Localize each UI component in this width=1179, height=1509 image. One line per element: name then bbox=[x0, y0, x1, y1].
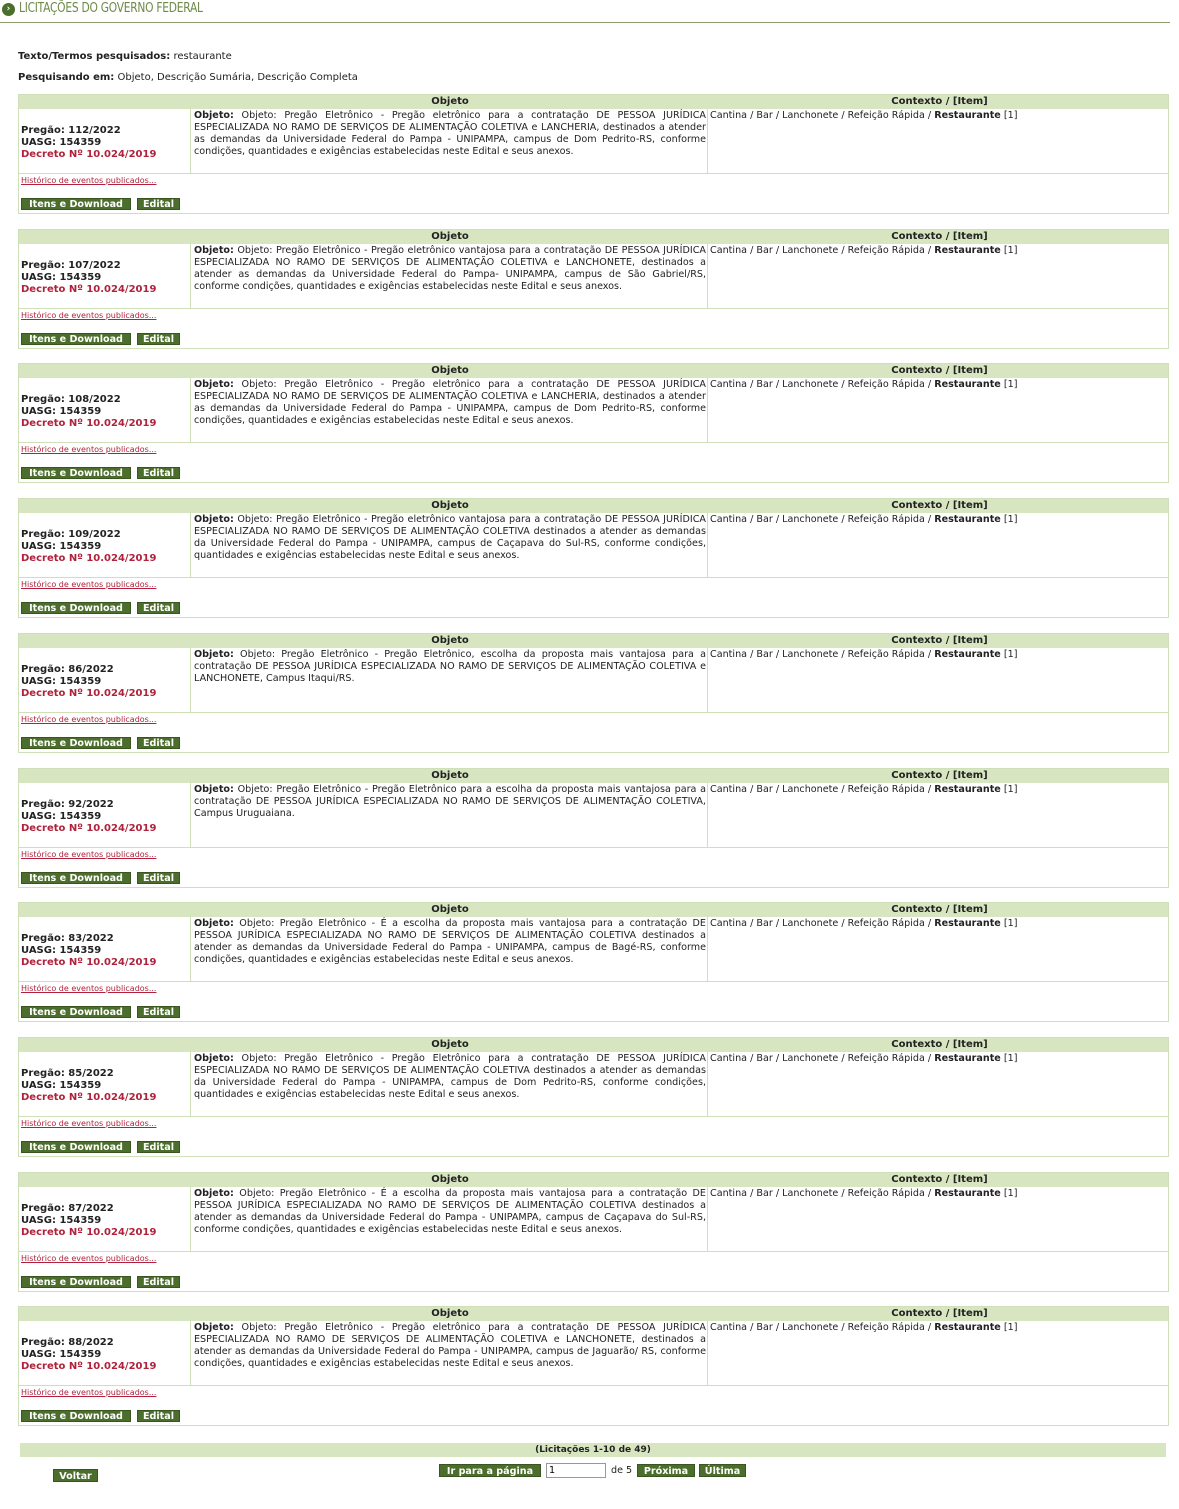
row-divider bbox=[19, 712, 1168, 713]
row-divider bbox=[19, 1251, 1168, 1252]
pregao-cell bbox=[19, 917, 191, 981]
page-number-input[interactable] bbox=[546, 1463, 606, 1478]
pagination-summary: (Licitações 1-10 de 49) bbox=[20, 1443, 1166, 1457]
objeto-cell bbox=[192, 1187, 708, 1251]
history-link[interactable]: Histórico de eventos publicados... bbox=[21, 176, 157, 185]
contexto-cell bbox=[710, 245, 1017, 257]
contexto-cell bbox=[710, 514, 1017, 526]
history-link[interactable]: Histórico de eventos publicados... bbox=[21, 715, 157, 724]
row-divider bbox=[19, 442, 1168, 443]
objeto-text: Objeto: Pregão Eletrônico - É a escolha da proposta mais vantajosa para a contratação DE PESSOA JURÍDICA ESPECIALIZADA NO RAMO DE SERVIÇOS DE ALIMENTAÇÃO COLETIVA destinados a atender as demandas da Universidade Federal do Pampa - UNIPAMPA, campus de Bagé-RS, conforme condições, quantidades e exigências estabelecidas neste Edital e seus anexos. bbox=[194, 918, 706, 965]
context-item: [1] bbox=[1003, 379, 1018, 390]
page-title: LICITAÇÕES DO GOVERNO FEDERAL bbox=[19, 1, 203, 16]
itens-download-button[interactable]: Itens e Download bbox=[21, 1410, 131, 1422]
row-divider bbox=[19, 1385, 1168, 1386]
row-divider bbox=[19, 173, 1168, 174]
search-fields-value: Objeto, Descrição Sumária, Descrição Completa bbox=[117, 72, 358, 83]
context-path: Cantina / Bar / Lanchonete / Refeição Rápida / bbox=[710, 1053, 932, 1064]
context-term: Restaurante bbox=[934, 649, 1001, 660]
uasg-code: UASG: 154359 bbox=[21, 1080, 102, 1091]
contexto-cell bbox=[710, 1053, 1017, 1065]
history-link[interactable]: Histórico de eventos publicados... bbox=[21, 1119, 157, 1128]
search-terms-value: restaurante bbox=[173, 51, 232, 62]
contexto-cell bbox=[710, 918, 1017, 930]
edital-button[interactable]: Edital bbox=[137, 333, 180, 345]
pregao-cell bbox=[19, 1187, 191, 1251]
edital-button[interactable]: Edital bbox=[137, 198, 180, 210]
edital-button[interactable]: Edital bbox=[137, 467, 180, 479]
context-term: Restaurante bbox=[934, 110, 1001, 121]
context-item: [1] bbox=[1003, 245, 1018, 256]
objeto-column-header: Objeto bbox=[431, 1308, 469, 1319]
objeto-prefix: Objeto: bbox=[194, 649, 234, 660]
result-header-row bbox=[19, 230, 1168, 244]
context-term: Restaurante bbox=[934, 379, 1001, 390]
objeto-column-header: Objeto bbox=[431, 1174, 469, 1185]
contexto-column-header: Contexto / [Item] bbox=[891, 231, 988, 242]
objeto-text: Objeto: Pregão Eletrônico - Pregão eletrônico vantajosa para a contratação DE PESSOA JURÍDICA ESPECIALIZADA NO RAMO DE SERVIÇOS DE ALIMENTAÇÃO COLETIVA destinados a atender as demandas da Universidade Federal do Pampa - UNIPAMPA, campus de Caçapava do Sul-RS, conforme condições, quantidades e exigências estabelecidas neste Edital e seus anexos. bbox=[194, 514, 706, 561]
uasg-code: UASG: 154359 bbox=[21, 406, 102, 417]
result-item bbox=[18, 363, 1169, 483]
result-header-row bbox=[19, 95, 1168, 109]
objeto-cell bbox=[192, 1321, 708, 1385]
contexto-column-header: Contexto / [Item] bbox=[891, 1308, 988, 1319]
edital-button[interactable]: Edital bbox=[137, 872, 180, 884]
objeto-column-header: Objeto bbox=[431, 770, 469, 781]
contexto-column-header: Contexto / [Item] bbox=[891, 635, 988, 646]
result-header-row bbox=[19, 769, 1168, 783]
contexto-column-header: Contexto / [Item] bbox=[891, 904, 988, 915]
objeto-prefix: Objeto: bbox=[194, 918, 234, 929]
edital-button[interactable]: Edital bbox=[137, 1410, 180, 1422]
decreto-number: Decreto Nº 10.024/2019 bbox=[21, 1092, 157, 1103]
contexto-cell bbox=[710, 110, 1017, 122]
itens-download-button[interactable]: Itens e Download bbox=[21, 1276, 131, 1288]
objeto-text: Objeto: Pregão Eletrônico - Pregão Eletrônico para a escolha da proposta mais vantajosa para a contratação DE PESSOA JURÍDICA ESPECIALIZADA NO RAMO DE SERVIÇOS DE ALIMENTAÇÃO COLETIVA, Campus Uruguaiana. bbox=[194, 784, 706, 819]
pregao-number: Pregão: 88/2022 bbox=[21, 1337, 114, 1348]
pregao-number: Pregão: 86/2022 bbox=[21, 664, 114, 675]
search-terms-label: Texto/Termos pesquisados: bbox=[18, 51, 171, 62]
contexto-column-header: Contexto / [Item] bbox=[891, 96, 988, 107]
result-header-row bbox=[19, 364, 1168, 378]
context-path: Cantina / Bar / Lanchonete / Refeição Rápida / bbox=[710, 379, 932, 390]
contexto-cell bbox=[710, 1322, 1017, 1334]
context-path: Cantina / Bar / Lanchonete / Refeição Rápida / bbox=[710, 514, 932, 525]
contexto-cell bbox=[710, 379, 1017, 391]
itens-download-button[interactable]: Itens e Download bbox=[21, 467, 131, 479]
objeto-prefix: Objeto: bbox=[194, 1053, 234, 1064]
result-item bbox=[18, 229, 1169, 349]
objeto-prefix: Objeto: bbox=[194, 1188, 234, 1199]
edital-button[interactable]: Edital bbox=[137, 1276, 180, 1288]
result-item bbox=[18, 768, 1169, 888]
objeto-text: Objeto: Pregão Eletrônico - Pregão Eletrônico para a contratação DE PESSOA JURÍDICA ESPECIALIZADA NO RAMO DE SERVIÇOS DE ALIMENTAÇÃO COLETIVA destinados a atender as demandas da Universidade Federal do Pampa - UNIPAMPA, campus de Dom Pedrito-RS, conforme condições, quantidades e exigências estabelecidas neste Edital e seus anexos. bbox=[194, 1053, 706, 1100]
context-item: [1] bbox=[1003, 1322, 1018, 1333]
pregao-cell bbox=[19, 513, 191, 577]
context-item: [1] bbox=[1003, 1053, 1018, 1064]
pregao-number: Pregão: 87/2022 bbox=[21, 1203, 114, 1214]
uasg-code: UASG: 154359 bbox=[21, 811, 102, 822]
context-term: Restaurante bbox=[934, 1188, 1001, 1199]
contexto-column-header: Contexto / [Item] bbox=[891, 770, 988, 781]
contexto-cell bbox=[710, 784, 1017, 796]
history-link[interactable]: Histórico de eventos publicados... bbox=[21, 850, 157, 859]
row-divider bbox=[19, 577, 1168, 578]
objeto-prefix: Objeto: bbox=[194, 514, 234, 525]
edital-button[interactable]: Edital bbox=[137, 1006, 180, 1018]
itens-download-button[interactable]: Itens e Download bbox=[21, 333, 131, 345]
contexto-column-header: Contexto / [Item] bbox=[891, 500, 988, 511]
objeto-text: Objeto: Pregão Eletrônico - Pregão eletrônico para a contratação DE PESSOA JURÍDICA ESPECIALIZADA NO RAMO DE SERVIÇOS DE ALIMENTAÇÃO COLETIVA e LANCHERIA, destinados a atender as demandas da Universidade Federal do Pampa - UNIPAMPA, campus de Dom Pedrito-RS, conforme condições, quantidades e exigências estabelecidas neste Edital e seus anexos. bbox=[194, 110, 706, 157]
contexto-column-header: Contexto / [Item] bbox=[891, 1039, 988, 1050]
objeto-cell bbox=[192, 783, 708, 847]
decreto-number: Decreto Nº 10.024/2019 bbox=[21, 957, 157, 968]
context-path: Cantina / Bar / Lanchonete / Refeição Rápida / bbox=[710, 918, 932, 929]
history-link[interactable]: Histórico de eventos publicados... bbox=[21, 1388, 157, 1397]
result-header-row bbox=[19, 1038, 1168, 1052]
objeto-text: Objeto: Pregão Eletrônico - Pregão Eletrônico, escolha da proposta mais vantajosa para a contratação DE PESSOA JURÍDICA ESPECIALIZADA NO RAMO DE SERVIÇOS DE ALIMENTAÇÃO COLETIVA e LANCHONETE, Campus Itaqui/RS. bbox=[194, 649, 706, 684]
objeto-column-header: Objeto bbox=[431, 96, 469, 107]
pregao-cell bbox=[19, 1321, 191, 1385]
last-page-button[interactable]: Última bbox=[699, 1464, 746, 1477]
contexto-cell bbox=[710, 649, 1017, 661]
context-path: Cantina / Bar / Lanchonete / Refeição Rápida / bbox=[710, 110, 932, 121]
objeto-cell bbox=[192, 513, 708, 577]
itens-download-button[interactable]: Itens e Download bbox=[21, 1006, 131, 1018]
objeto-column-header: Objeto bbox=[431, 904, 469, 915]
context-item: [1] bbox=[1003, 110, 1018, 121]
row-divider bbox=[19, 981, 1168, 982]
chevron-right-circle-icon: › bbox=[2, 3, 15, 16]
context-item: [1] bbox=[1003, 918, 1018, 929]
objeto-prefix: Objeto: bbox=[194, 379, 234, 390]
objeto-column-header: Objeto bbox=[431, 231, 469, 242]
uasg-code: UASG: 154359 bbox=[21, 541, 102, 552]
result-item bbox=[18, 902, 1169, 1022]
contexto-column-header: Contexto / [Item] bbox=[891, 365, 988, 376]
result-item bbox=[18, 633, 1169, 753]
pregao-number: Pregão: 109/2022 bbox=[21, 529, 121, 540]
result-item bbox=[18, 1172, 1169, 1292]
pregao-cell bbox=[19, 109, 191, 173]
objeto-column-header: Objeto bbox=[431, 1039, 469, 1050]
objeto-prefix: Objeto: bbox=[194, 245, 234, 256]
result-item bbox=[18, 94, 1169, 214]
context-item: [1] bbox=[1003, 649, 1018, 660]
context-term: Restaurante bbox=[934, 1322, 1001, 1333]
history-link[interactable]: Histórico de eventos publicados... bbox=[21, 445, 157, 454]
pregao-cell bbox=[19, 378, 191, 442]
pregao-cell bbox=[19, 1052, 191, 1116]
edital-button[interactable]: Edital bbox=[137, 1141, 180, 1153]
objeto-cell bbox=[192, 244, 708, 308]
pregao-number: Pregão: 107/2022 bbox=[21, 260, 121, 271]
contexto-cell bbox=[710, 1188, 1017, 1200]
result-item bbox=[18, 1306, 1169, 1426]
itens-download-button[interactable]: Itens e Download bbox=[21, 872, 131, 884]
decreto-number: Decreto Nº 10.024/2019 bbox=[21, 553, 157, 564]
objeto-prefix: Objeto: bbox=[194, 1322, 234, 1333]
objeto-text: Objeto: Pregão Eletrônico - É a escolha da proposta mais vantajosa para a contratação DE PESSOA JURÍDICA ESPECIALIZADA NO RAMO DE SERVIÇOS DE ALIMENTAÇÃO COLETIVA destinados a atender as demandas da Universidade Federal do Pampa - UNIPAMPA, campus de Caçapava do Sul-RS, conforme condições, quantidades e exigências estabelecidas neste Edital e seus anexos. bbox=[194, 1188, 706, 1235]
itens-download-button[interactable]: Itens e Download bbox=[21, 198, 131, 210]
objeto-prefix: Objeto: bbox=[194, 110, 234, 121]
history-link[interactable]: Histórico de eventos publicados... bbox=[21, 580, 157, 589]
context-term: Restaurante bbox=[934, 918, 1001, 929]
row-divider bbox=[19, 1116, 1168, 1117]
context-item: [1] bbox=[1003, 1188, 1018, 1199]
pregao-number: Pregão: 108/2022 bbox=[21, 394, 121, 405]
context-item: [1] bbox=[1003, 514, 1018, 525]
pregao-number: Pregão: 92/2022 bbox=[21, 799, 114, 810]
result-item bbox=[18, 498, 1169, 618]
contexto-column-header: Contexto / [Item] bbox=[891, 1174, 988, 1185]
decreto-number: Decreto Nº 10.024/2019 bbox=[21, 688, 157, 699]
objeto-prefix: Objeto: bbox=[194, 784, 234, 795]
history-link[interactable]: Histórico de eventos publicados... bbox=[21, 311, 157, 320]
context-path: Cantina / Bar / Lanchonete / Refeição Rápida / bbox=[710, 245, 932, 256]
uasg-code: UASG: 154359 bbox=[21, 1215, 102, 1226]
objeto-cell bbox=[192, 378, 708, 442]
decreto-number: Decreto Nº 10.024/2019 bbox=[21, 149, 157, 160]
pregao-number: Pregão: 112/2022 bbox=[21, 125, 121, 136]
context-term: Restaurante bbox=[934, 245, 1001, 256]
page-header bbox=[0, 0, 1170, 23]
itens-download-button[interactable]: Itens e Download bbox=[21, 737, 131, 749]
result-header-row bbox=[19, 634, 1168, 648]
decreto-number: Decreto Nº 10.024/2019 bbox=[21, 418, 157, 429]
pregao-cell bbox=[19, 783, 191, 847]
goto-page-button[interactable]: Ir para a página bbox=[439, 1464, 541, 1477]
pregao-cell bbox=[19, 244, 191, 308]
uasg-code: UASG: 154359 bbox=[21, 945, 102, 956]
back-button[interactable]: Voltar bbox=[53, 1469, 98, 1482]
itens-download-button[interactable]: Itens e Download bbox=[21, 602, 131, 614]
context-term: Restaurante bbox=[934, 784, 1001, 795]
objeto-column-header: Objeto bbox=[431, 365, 469, 376]
result-header-row bbox=[19, 1307, 1168, 1321]
history-link[interactable]: Histórico de eventos publicados... bbox=[21, 1254, 157, 1263]
result-item bbox=[18, 1037, 1169, 1157]
pregao-number: Pregão: 83/2022 bbox=[21, 933, 114, 944]
result-header-row bbox=[19, 499, 1168, 513]
context-path: Cantina / Bar / Lanchonete / Refeição Rápida / bbox=[710, 1322, 932, 1333]
row-divider bbox=[19, 308, 1168, 309]
search-terms bbox=[18, 51, 232, 62]
decreto-number: Decreto Nº 10.024/2019 bbox=[21, 1361, 157, 1372]
objeto-text: Objeto: Pregão Eletrônico - Pregão eletrônico para a contratação DE PESSOA JURÍDICA ESPECIALIZADA NO RAMO DE SERVIÇOS DE ALIMENTAÇÃO COLETIVA e LANCHONETE, destinados a atender as demandas da Universidade Federal do Pampa - UNIPAMPA, campus de Jaguarão/ RS, conforme condições, quantidades e exigências estabelecidas neste Edital e seus anexos. bbox=[194, 1322, 706, 1369]
context-path: Cantina / Bar / Lanchonete / Refeição Rápida / bbox=[710, 784, 932, 795]
context-path: Cantina / Bar / Lanchonete / Refeição Rápida / bbox=[710, 649, 932, 660]
row-divider bbox=[19, 847, 1168, 848]
decreto-number: Decreto Nº 10.024/2019 bbox=[21, 823, 157, 834]
objeto-column-header: Objeto bbox=[431, 635, 469, 646]
uasg-code: UASG: 154359 bbox=[21, 272, 102, 283]
context-path: Cantina / Bar / Lanchonete / Refeição Rápida / bbox=[710, 1188, 932, 1199]
itens-download-button[interactable]: Itens e Download bbox=[21, 1141, 131, 1153]
context-item: [1] bbox=[1003, 784, 1018, 795]
next-page-button[interactable]: Próxima bbox=[637, 1464, 695, 1477]
pregao-cell bbox=[19, 648, 191, 712]
objeto-cell bbox=[192, 1052, 708, 1116]
history-link[interactable]: Histórico de eventos publicados... bbox=[21, 984, 157, 993]
total-pages-text: de 5 bbox=[611, 1465, 633, 1476]
decreto-number: Decreto Nº 10.024/2019 bbox=[21, 284, 157, 295]
objeto-cell bbox=[192, 109, 708, 173]
context-term: Restaurante bbox=[934, 1053, 1001, 1064]
objeto-text: Objeto: Pregão Eletrônico - Pregão eletrônico vantajosa para a contratação DE PESSOA JURÍDICA ESPECIALIZADA NO RAMO DE SERVIÇOS DE ALIMENTAÇÃO COLETIVA e LANCHONETE, destinados a atender as demandas da Universidade Federal do Pampa- UNIPAMPA, campus de São Gabriel/RS, conforme condições, quantidades e exigências estabelecidas neste Edital e seus anexos. bbox=[194, 245, 706, 292]
edital-button[interactable]: Edital bbox=[137, 737, 180, 749]
search-fields-label: Pesquisando em: bbox=[18, 72, 115, 83]
edital-button[interactable]: Edital bbox=[137, 602, 180, 614]
objeto-text: Objeto: Pregão Eletrônico - Pregão eletrônico para a contratação DE PESSOA JURÍDICA ESPECIALIZADA NO RAMO DE SERVIÇOS DE ALIMENTAÇÃO COLETIVA e LANCHERIA, destinados a atender as demandas da Universidade Federal do Pampa - UNIPAMPA, campus de Dom Pedrito-RS, conforme condições, quantidades e exigências estabelecidas neste Edital e seus anexos. bbox=[194, 379, 706, 426]
pregao-number: Pregão: 85/2022 bbox=[21, 1068, 114, 1079]
objeto-cell bbox=[192, 917, 708, 981]
decreto-number: Decreto Nº 10.024/2019 bbox=[21, 1227, 157, 1238]
objeto-column-header: Objeto bbox=[431, 500, 469, 511]
uasg-code: UASG: 154359 bbox=[21, 676, 102, 687]
uasg-code: UASG: 154359 bbox=[21, 137, 102, 148]
uasg-code: UASG: 154359 bbox=[21, 1349, 102, 1360]
result-header-row bbox=[19, 1173, 1168, 1187]
search-fields bbox=[18, 72, 358, 83]
result-header-row bbox=[19, 903, 1168, 917]
objeto-cell bbox=[192, 648, 708, 712]
context-term: Restaurante bbox=[934, 514, 1001, 525]
